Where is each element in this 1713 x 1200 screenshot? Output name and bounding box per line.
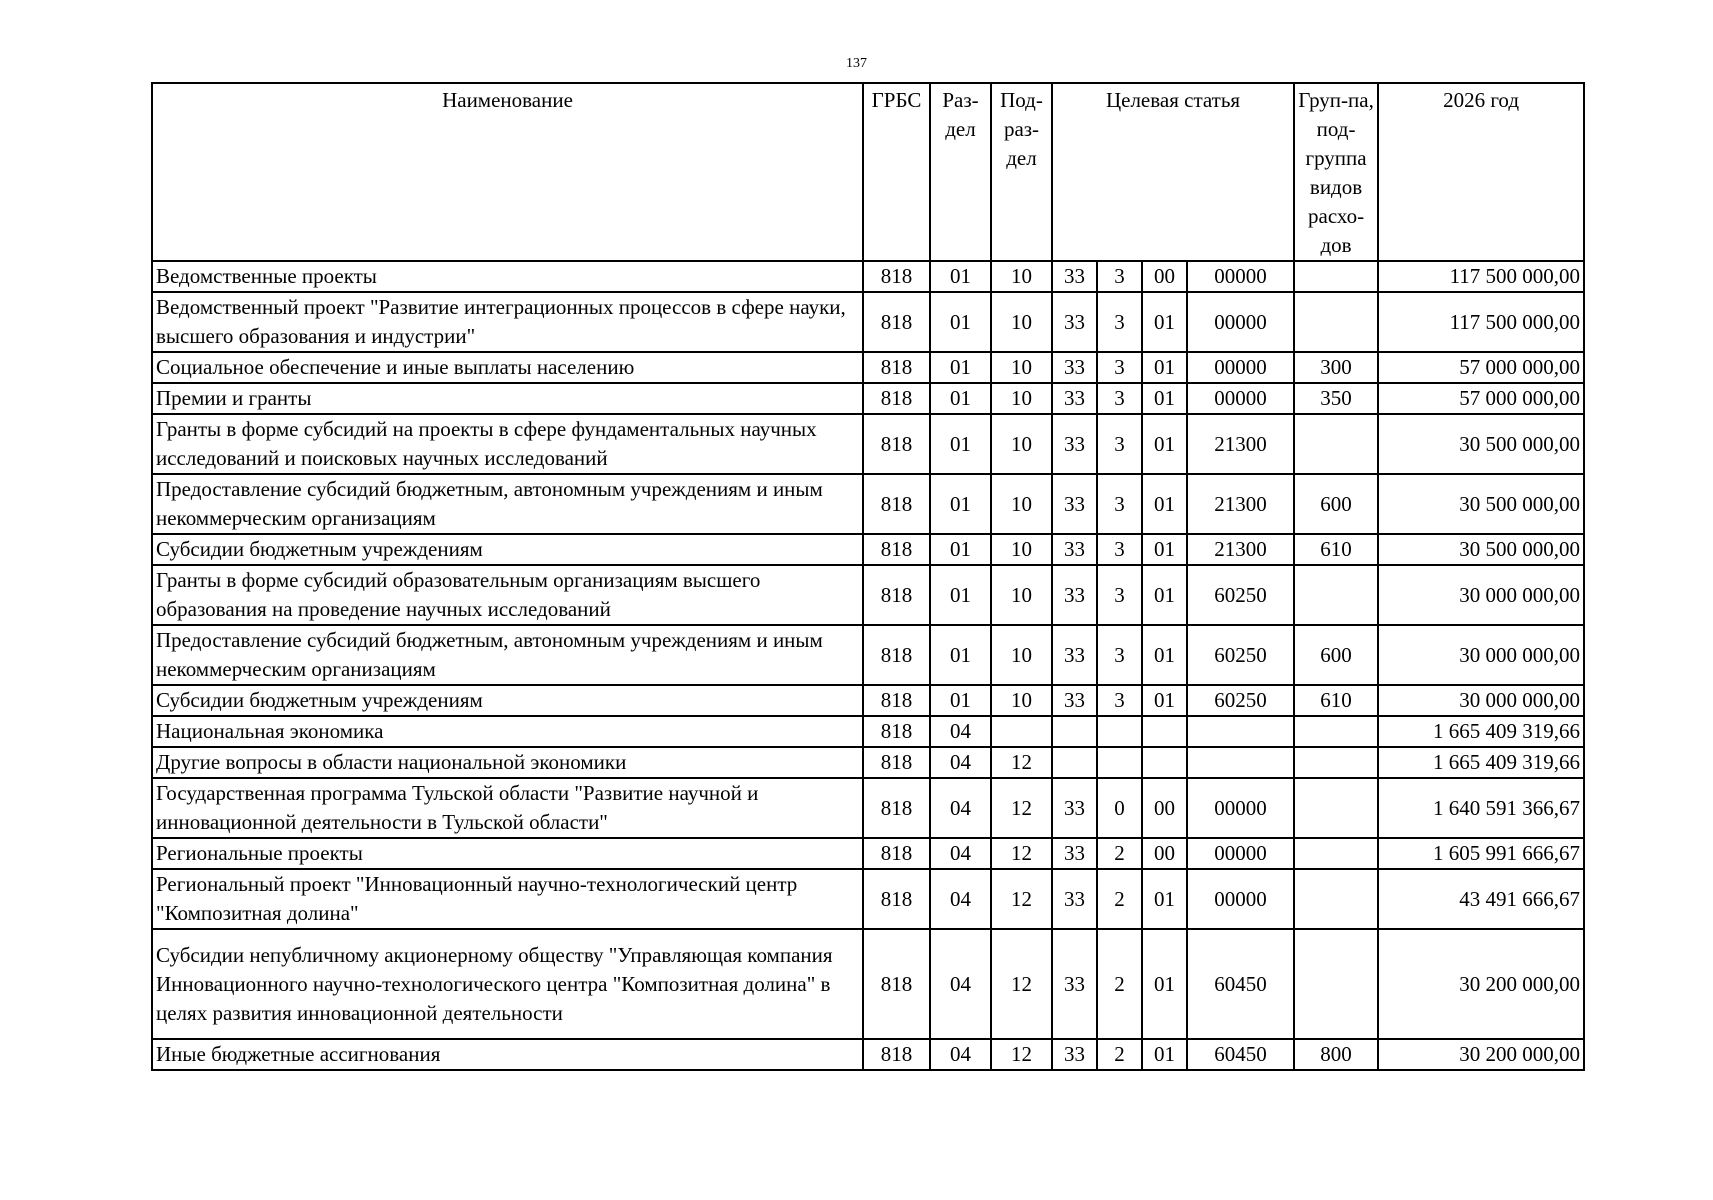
row-grbs: 818: [863, 685, 930, 716]
table-row: [152, 685, 1584, 716]
row-target-program: 33: [1052, 625, 1097, 685]
row-grbs: 818: [863, 747, 930, 778]
row-expense-group: [1294, 261, 1378, 292]
budget-table: [151, 82, 1585, 1071]
row-target-direction: 00000: [1187, 292, 1294, 352]
row-razdel: 01: [930, 261, 991, 292]
row-podrazdel: 12: [991, 1039, 1052, 1070]
row-grbs: 818: [863, 474, 930, 534]
row-target-program: 33: [1052, 838, 1097, 869]
table-row: [152, 474, 1584, 534]
row-razdel: 01: [930, 414, 991, 474]
row-name: Национальная экономика: [152, 716, 863, 747]
table-row: [152, 352, 1584, 383]
table-row: [152, 778, 1584, 838]
row-target-program: 33: [1052, 778, 1097, 838]
header-razdel: Раз-дел: [930, 83, 991, 261]
row-target-type: 3: [1097, 261, 1142, 292]
row-razdel: 04: [930, 869, 991, 929]
row-podrazdel: 10: [991, 685, 1052, 716]
table-row: [152, 565, 1584, 625]
row-grbs: 818: [863, 625, 930, 685]
row-target-direction: 60250: [1187, 625, 1294, 685]
row-grbs: 818: [863, 261, 930, 292]
row-target-direction: 00000: [1187, 869, 1294, 929]
row-podrazdel: 10: [991, 474, 1052, 534]
header-name: Наименование: [152, 83, 863, 261]
table-row: [152, 292, 1584, 352]
row-grbs: 818: [863, 838, 930, 869]
row-amount: 30 000 000,00: [1378, 685, 1584, 716]
row-target-program: 33: [1052, 352, 1097, 383]
row-name: Ведомственные проекты: [152, 261, 863, 292]
row-razdel: 01: [930, 292, 991, 352]
row-grbs: 818: [863, 352, 930, 383]
row-target-event: 01: [1142, 685, 1187, 716]
row-target-event: 01: [1142, 565, 1187, 625]
row-expense-group: 610: [1294, 685, 1378, 716]
row-expense-group: [1294, 929, 1378, 1039]
row-target-event: 01: [1142, 929, 1187, 1039]
row-target-type: 2: [1097, 838, 1142, 869]
row-target-program: 33: [1052, 261, 1097, 292]
row-amount: 30 000 000,00: [1378, 565, 1584, 625]
table-row: [152, 414, 1584, 474]
row-amount: 30 200 000,00: [1378, 929, 1584, 1039]
row-target-direction: [1187, 716, 1294, 747]
row-target-event: 01: [1142, 474, 1187, 534]
row-target-program: 33: [1052, 414, 1097, 474]
row-name: Предоставление субсидий бюджетным, автономным учреждениям и иным некоммерческим организациям: [152, 625, 863, 685]
header-podrazdel: Под-раз-дел: [991, 83, 1052, 261]
table-body: [152, 261, 1584, 1070]
row-name: Предоставление субсидий бюджетным, автономным учреждениям и иным некоммерческим организациям: [152, 474, 863, 534]
row-podrazdel: 10: [991, 414, 1052, 474]
row-podrazdel: 12: [991, 838, 1052, 869]
row-name: Иные бюджетные ассигнования: [152, 1039, 863, 1070]
row-razdel: 01: [930, 534, 991, 565]
table-row: [152, 869, 1584, 929]
row-target-direction: 60450: [1187, 1039, 1294, 1070]
row-target-event: [1142, 716, 1187, 747]
row-expense-group: [1294, 414, 1378, 474]
row-expense-group: [1294, 778, 1378, 838]
row-target-type: 3: [1097, 474, 1142, 534]
row-target-type: 3: [1097, 685, 1142, 716]
row-target-program: 33: [1052, 1039, 1097, 1070]
row-target-direction: 21300: [1187, 534, 1294, 565]
row-name: Субсидии бюджетным учреждениям: [152, 534, 863, 565]
row-target-direction: 00000: [1187, 383, 1294, 414]
row-grbs: 818: [863, 716, 930, 747]
row-amount: 30 500 000,00: [1378, 534, 1584, 565]
row-target-event: 01: [1142, 869, 1187, 929]
row-podrazdel: 10: [991, 261, 1052, 292]
row-target-type: 2: [1097, 929, 1142, 1039]
row-amount: 1 605 991 666,67: [1378, 838, 1584, 869]
row-expense-group: [1294, 838, 1378, 869]
row-target-type: 3: [1097, 292, 1142, 352]
row-target-direction: 60250: [1187, 565, 1294, 625]
row-expense-group: 600: [1294, 625, 1378, 685]
row-podrazdel: 12: [991, 929, 1052, 1039]
row-podrazdel: 10: [991, 625, 1052, 685]
table-row: [152, 534, 1584, 565]
header-year-2026: 2026 год: [1378, 83, 1584, 261]
row-target-type: 3: [1097, 534, 1142, 565]
row-amount: 43 491 666,67: [1378, 869, 1584, 929]
row-target-direction: 00000: [1187, 838, 1294, 869]
row-expense-group: [1294, 716, 1378, 747]
row-grbs: 818: [863, 869, 930, 929]
row-podrazdel: 10: [991, 565, 1052, 625]
header-target-article: Целевая статья: [1052, 83, 1294, 261]
row-name: Премии и гранты: [152, 383, 863, 414]
row-razdel: 01: [930, 685, 991, 716]
row-target-program: 33: [1052, 929, 1097, 1039]
row-target-type: [1097, 747, 1142, 778]
row-amount: 57 000 000,00: [1378, 383, 1584, 414]
row-target-event: 01: [1142, 534, 1187, 565]
row-grbs: 818: [863, 929, 930, 1039]
row-amount: 117 500 000,00: [1378, 261, 1584, 292]
row-expense-group: 350: [1294, 383, 1378, 414]
row-razdel: 01: [930, 565, 991, 625]
row-target-event: 01: [1142, 625, 1187, 685]
row-name: Гранты в форме субсидий образовательным организациям высшего образования на проведение научных исследований: [152, 565, 863, 625]
row-razdel: 01: [930, 352, 991, 383]
row-podrazdel: 10: [991, 292, 1052, 352]
page-number: 137: [846, 56, 867, 71]
row-target-direction: 60250: [1187, 685, 1294, 716]
table-row: [152, 383, 1584, 414]
row-grbs: 818: [863, 778, 930, 838]
row-target-program: 33: [1052, 383, 1097, 414]
row-razdel: 01: [930, 383, 991, 414]
row-expense-group: 610: [1294, 534, 1378, 565]
row-target-program: 33: [1052, 869, 1097, 929]
row-target-type: 0: [1097, 778, 1142, 838]
row-name: Государственная программа Тульской области "Развитие научной и инновационной деятельности в Тульской области": [152, 778, 863, 838]
row-podrazdel: 10: [991, 383, 1052, 414]
row-name: Региональный проект "Инновационный научно-технологический центр "Композитная долина": [152, 869, 863, 929]
row-grbs: 818: [863, 534, 930, 565]
row-target-program: 33: [1052, 292, 1097, 352]
row-grbs: 818: [863, 1039, 930, 1070]
row-expense-group: 800: [1294, 1039, 1378, 1070]
row-target-event: 00: [1142, 778, 1187, 838]
row-target-type: 3: [1097, 625, 1142, 685]
row-target-type: [1097, 716, 1142, 747]
table-row: [152, 838, 1584, 869]
row-target-direction: 00000: [1187, 778, 1294, 838]
row-amount: 1 665 409 319,66: [1378, 747, 1584, 778]
row-target-program: 33: [1052, 685, 1097, 716]
table-row: [152, 929, 1584, 1039]
row-razdel: 04: [930, 929, 991, 1039]
row-amount: 30 500 000,00: [1378, 474, 1584, 534]
row-expense-group: [1294, 869, 1378, 929]
row-target-type: 3: [1097, 414, 1142, 474]
row-target-event: 01: [1142, 1039, 1187, 1070]
row-amount: 30 500 000,00: [1378, 414, 1584, 474]
row-expense-group: [1294, 747, 1378, 778]
row-name: Социальное обеспечение и иные выплаты населению: [152, 352, 863, 383]
row-podrazdel: [991, 716, 1052, 747]
row-target-type: 2: [1097, 1039, 1142, 1070]
row-grbs: 818: [863, 414, 930, 474]
row-razdel: 04: [930, 747, 991, 778]
row-grbs: 818: [863, 383, 930, 414]
row-razdel: 04: [930, 838, 991, 869]
row-target-event: 00: [1142, 838, 1187, 869]
row-target-program: [1052, 747, 1097, 778]
header-grbs: ГРБС: [863, 83, 930, 261]
row-razdel: 01: [930, 625, 991, 685]
row-target-event: 01: [1142, 383, 1187, 414]
row-target-program: [1052, 716, 1097, 747]
row-target-type: 3: [1097, 383, 1142, 414]
row-name: Региональные проекты: [152, 838, 863, 869]
row-amount: 57 000 000,00: [1378, 352, 1584, 383]
row-podrazdel: 10: [991, 534, 1052, 565]
row-amount: 1 640 591 366,67: [1378, 778, 1584, 838]
row-razdel: 04: [930, 1039, 991, 1070]
row-target-event: 01: [1142, 414, 1187, 474]
row-target-type: 2: [1097, 869, 1142, 929]
row-target-direction: 00000: [1187, 261, 1294, 292]
table-header-row: [152, 83, 1584, 261]
row-name: Ведомственный проект "Развитие интеграционных процессов в сфере науки, высшего образования и индустрии": [152, 292, 863, 352]
row-grbs: 818: [863, 292, 930, 352]
row-target-direction: 60450: [1187, 929, 1294, 1039]
row-target-direction: [1187, 747, 1294, 778]
row-podrazdel: 12: [991, 778, 1052, 838]
row-target-program: 33: [1052, 474, 1097, 534]
row-target-event: 00: [1142, 261, 1187, 292]
row-amount: 30 000 000,00: [1378, 625, 1584, 685]
row-target-event: [1142, 747, 1187, 778]
row-podrazdel: 10: [991, 352, 1052, 383]
row-amount: 117 500 000,00: [1378, 292, 1584, 352]
row-target-direction: 21300: [1187, 474, 1294, 534]
row-name: Гранты в форме субсидий на проекты в сфере фундаментальных научных исследований и поисковых научных исследований: [152, 414, 863, 474]
table-row: [152, 1039, 1584, 1070]
row-expense-group: 300: [1294, 352, 1378, 383]
row-target-event: 01: [1142, 292, 1187, 352]
row-target-type: 3: [1097, 565, 1142, 625]
row-target-program: 33: [1052, 534, 1097, 565]
row-grbs: 818: [863, 565, 930, 625]
row-podrazdel: 12: [991, 747, 1052, 778]
table-row: [152, 716, 1584, 747]
row-target-direction: 21300: [1187, 414, 1294, 474]
row-amount: 30 200 000,00: [1378, 1039, 1584, 1070]
row-podrazdel: 12: [991, 869, 1052, 929]
row-razdel: 04: [930, 716, 991, 747]
table-row: [152, 747, 1584, 778]
row-target-type: 3: [1097, 352, 1142, 383]
table-row: [152, 625, 1584, 685]
row-name: Субсидии бюджетным учреждениям: [152, 685, 863, 716]
header-expense-group: Груп-па, под-группа видов расхо-дов: [1294, 83, 1378, 261]
row-target-event: 01: [1142, 352, 1187, 383]
row-razdel: 04: [930, 778, 991, 838]
row-amount: 1 665 409 319,66: [1378, 716, 1584, 747]
row-expense-group: 600: [1294, 474, 1378, 534]
table-row: [152, 261, 1584, 292]
row-name: Другие вопросы в области национальной экономики: [152, 747, 863, 778]
row-name: Субсидии непубличному акционерному обществу "Управляющая компания Инновационного научно-технологического центра "Композитная долина" в целях развития инновационной деятельности: [152, 929, 863, 1039]
row-target-direction: 00000: [1187, 352, 1294, 383]
row-expense-group: [1294, 292, 1378, 352]
row-razdel: 01: [930, 474, 991, 534]
row-expense-group: [1294, 565, 1378, 625]
row-target-program: 33: [1052, 565, 1097, 625]
